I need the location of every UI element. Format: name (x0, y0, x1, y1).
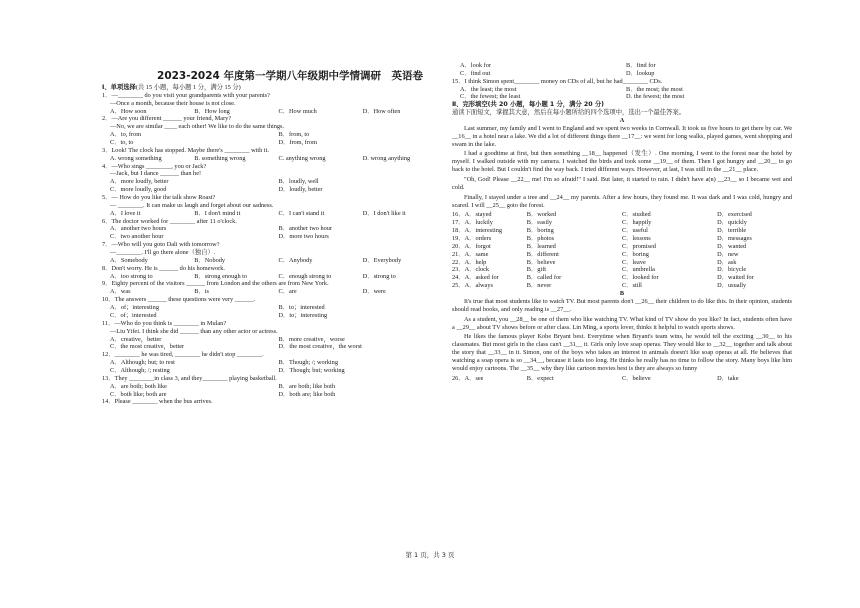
question-stem: 10．The answers ______ these questions were very ______. (102, 296, 256, 304)
choice-row (452, 235, 792, 243)
passage-b (452, 298, 792, 373)
page-footer: 第 1 页，共 3 页 (405, 551, 455, 559)
option: B．different (526, 250, 559, 258)
option: B．is (194, 288, 209, 296)
options-row (102, 273, 447, 281)
option: C．leave (621, 258, 646, 266)
option: D．How often (362, 107, 401, 115)
option: A．more loudly, better (110, 178, 169, 186)
option: A．creative，better (110, 335, 162, 343)
options-row (102, 178, 447, 186)
option: C．the most creative，better (110, 343, 185, 351)
option: D．exercised (717, 211, 752, 219)
option: D．Though; but; working (278, 366, 345, 374)
option: D．Everybody (362, 256, 402, 264)
question-stem: 8．Don't worry. He is ______ do his homework. (102, 264, 225, 272)
passage-a-label: A (619, 117, 625, 125)
option: B．learned (526, 242, 556, 250)
option: A．another two hours (110, 225, 167, 233)
choice-row (452, 243, 792, 251)
options-row (102, 383, 447, 391)
option: D．wanted (717, 242, 747, 250)
choice-row (452, 211, 792, 219)
option: D．ask (717, 258, 737, 266)
passage-a (452, 125, 792, 210)
option: C．still (621, 282, 642, 290)
options-row (102, 312, 447, 320)
option: A．of；interesting (110, 304, 159, 312)
question-dialogue: —________. I'll go there alone（独自）. (110, 249, 216, 257)
option: C．believe (621, 374, 651, 382)
option: B．expect (526, 374, 554, 382)
option: B．loudly, well (278, 178, 319, 186)
choice-row (452, 266, 792, 274)
choice-row (452, 375, 792, 383)
option: C．How much (278, 107, 317, 115)
option: B．Nobody (194, 256, 226, 264)
option: C．boring (621, 250, 649, 258)
q14-options-row2 (452, 70, 792, 78)
options-row (102, 257, 447, 265)
option: C．Although; /; resting (110, 366, 170, 374)
options-row (102, 233, 447, 241)
option: A．Although; but; to rest (110, 359, 175, 367)
option: B．I don't mind it (194, 209, 241, 217)
right-column (452, 62, 792, 383)
page-title: 2023-2024 年度第一学期八年级期中学情调研 英语卷 (157, 70, 423, 82)
option: 21．A．same (452, 250, 489, 258)
option: B．to；interested (278, 304, 325, 312)
options-row (102, 343, 447, 351)
question-stem: 4．—Who sings ________, you or Jack? (102, 162, 207, 170)
option: A. wrong something (110, 154, 162, 162)
option: D．I don't like it (362, 209, 406, 217)
option: C. anything wrong (278, 154, 326, 162)
option: A．I love it (110, 209, 141, 217)
option: C．are (278, 288, 297, 296)
option: B．believe (526, 258, 556, 266)
question-stem: 3．Look! The clock has stopped. Maybe there's ________ with it. (102, 146, 269, 154)
q15-options-row1 (452, 86, 792, 94)
question-stem: 14．Please ________ when the bus arrives. (102, 398, 213, 406)
option: D. the fewest; the most (626, 93, 685, 101)
question-stem: 7．—Who will you goto Dali with tomorrow? (102, 241, 220, 249)
option: A．to, from (110, 131, 142, 139)
option: D．quickly (717, 219, 747, 227)
option: C．I can't stand it (278, 209, 325, 217)
choice-row (452, 251, 792, 259)
options-row (102, 210, 447, 218)
section-note: (共 20 小题，每小题 1 分，满分 20 分) (487, 101, 605, 109)
option: B．find for (626, 62, 656, 69)
options-row (102, 367, 447, 375)
option: A．too strong to (110, 272, 153, 280)
option: D．more two hours (278, 233, 329, 241)
option: B．more creative，worse (278, 335, 345, 343)
option: A．was (110, 288, 131, 296)
option: D．take (717, 374, 739, 382)
option: D．usually (717, 282, 747, 290)
option: D．to；interesting (278, 311, 328, 319)
option: A．the least; the most (460, 85, 517, 93)
section-note: (共 15 小题，每小题 1 分，满分 15 分) (135, 84, 241, 91)
option: B．never (526, 282, 552, 290)
option: 20．A．forgot (452, 242, 491, 250)
options-row (102, 155, 447, 163)
option: C．looked for (621, 274, 659, 282)
passage-paragraph: It's true that most students like to watch TV. But most parents don't __26__ their children to do like this. In their opinion, students should read books, and only reading is __27__. (452, 297, 792, 313)
option: D．waited for (717, 274, 754, 282)
option: A．How soon (110, 107, 147, 115)
option: D．from, from (278, 139, 317, 147)
option: C．to, to (110, 139, 134, 147)
options-row (102, 288, 447, 296)
options-row (102, 359, 447, 367)
passage-paragraph: As a student, you __28__ be one of them who like watching TV. What kind of TV show do you like? In fact, students often have a __29__ about TV shows before or after class. Lin Ming, a sports lover, thinks it helpful to watch sports shows. (452, 315, 792, 331)
options-row (102, 108, 447, 116)
section-heading: Ⅰ、单项选择 (102, 84, 136, 91)
option: C．happily (621, 219, 652, 227)
options-row (102, 131, 447, 139)
passage-paragraph: I had a goodtime at first, but then something __18__ happened（发生）. One morning, I went to the forest near the hotel by myself. I walked outside with my camera. I watched the birds and took some __19__ of them. Then I got hungry and __20__ to go back to the hotel. But I couldn't find the way back. I tried different ways. However, at last, I was still in the __21__ place. (452, 150, 792, 174)
options-row (102, 225, 447, 233)
passage-b-label: B (619, 290, 625, 298)
question-stem: 9．Eighty percent of the visitors ______ from London and the others are from New York. (102, 280, 329, 288)
question-dialogue: —Once a month, because their house is not close. (110, 99, 236, 107)
option: D. wrong anything (362, 154, 411, 162)
option: D．messages (717, 235, 752, 243)
option: B．strong enough to (194, 272, 248, 280)
option: 22．A．help (452, 258, 487, 266)
question-dialogue: —Liu Yifei. I think she did ______ than any other actor or actress. (110, 327, 278, 335)
option: D．strong to (362, 272, 396, 280)
option: D．the most creative，the worst (278, 343, 362, 351)
question-stem: 12．________ he was tired, ________ he didn't stop ________. (102, 351, 264, 359)
option: B．the most; the most (626, 85, 683, 93)
question-dialogue: —Jack, but I dance ______ than he! (110, 170, 202, 178)
option: B．How long (194, 107, 230, 115)
question-stem: 6．The doctor worked for ________ after 11 o'clock. (102, 217, 237, 225)
choices-b (452, 375, 792, 383)
option: B．called for (526, 274, 562, 282)
passage-paragraph: "Oh, God! Please __22__ me! I'm so afraid!" I said. But later, it started to rain. I didn't have a(n) __23__ so I became wet and cold. (452, 176, 792, 191)
question-dialogue: — ________. It can make us laugh and forget about our sadness. (110, 201, 274, 209)
option: 18．A．interesting (452, 227, 503, 235)
choice-row (452, 227, 792, 235)
option: B．another two hour (278, 225, 333, 233)
passage-paragraph: He likes the famous player Kobe Bryant best. Everytime when Bryant's team wins, he would tell the exciting __30__ to his classmates. But most girls in the class can't __31__ it. Girls only love soap operas. They would like to __32__ together and talk about the story that __33__ in it. Simon, one of the boys who takes an interest in animals doesn't like soap operas at all. He believes that watching a soap opera is so __34__, because it lasts too long. He thinks he really has no time to follow the story. Many boys like him would enjoy cartoons. The __35__ why they like cartoon movies best is they are always so funny (452, 333, 792, 372)
option: C．Anybody (278, 256, 313, 264)
question-stem: 1．—________ do you visit your grandparents with your parents? (102, 91, 270, 99)
option: A．Somebody (110, 256, 148, 264)
options-row (102, 391, 447, 399)
option: C．two another hour (110, 233, 164, 241)
option: B．photos (526, 235, 555, 243)
option: C．the fewest; the least (460, 93, 521, 101)
option: 24．A．asked for (452, 274, 499, 282)
question-stem: 13．They ________in class 3, and they________ playing basketball. (102, 374, 277, 382)
options-row (102, 336, 447, 344)
option: B. something wrong (194, 154, 246, 162)
option: C．umbrella (621, 266, 655, 274)
question-stem: 2．—Are you different ______ your friend, Mary? (102, 115, 232, 123)
option: C．studied (621, 211, 651, 219)
choice-row (452, 274, 792, 282)
option: C．of；interested (110, 311, 157, 319)
option: D．terrible (717, 227, 747, 235)
section-1-heading (102, 84, 447, 92)
option: D．bicycle (717, 266, 747, 274)
choice-row (452, 219, 792, 227)
section-2-heading (452, 101, 792, 109)
section-instruction: 通读下面短文，掌握其大意，然后在每小题所给的四个选项中，选出一个最佳答案。 (452, 109, 685, 117)
question-15: 15．I think Simon spent________ money on CDs of all, but he had________ CDs. (452, 77, 663, 85)
question-stem: 11．—Who do you think is ________ in Mulan? (102, 319, 227, 327)
question-dialogue: —No, we are similar ____ each other! We like to do the same things. (110, 123, 285, 131)
left-column (102, 62, 447, 406)
option: D．were (362, 288, 386, 296)
choices-a (452, 211, 792, 290)
option: A．look for (460, 62, 491, 69)
option: B．boring (526, 227, 554, 235)
option: A．are both; both like (110, 382, 167, 390)
option: 26．A．see (452, 374, 484, 382)
option: 19．A．orders (452, 235, 492, 243)
option: C．enough strong to (278, 272, 332, 280)
option: C．lessons (621, 235, 651, 243)
section-heading: Ⅱ、完形填空 (452, 101, 488, 109)
option: C．both like; both are (110, 390, 167, 398)
option: B．worked (526, 211, 557, 219)
option: C．find out (460, 69, 491, 77)
option: B．Though; /; working (278, 359, 338, 367)
option: B．are both; like both (278, 382, 335, 390)
option: B．gift (526, 266, 547, 274)
option: B．from, to (278, 131, 310, 139)
option: D．lookup (626, 69, 655, 77)
choice-row (452, 282, 792, 290)
q14-options-row1 (452, 62, 792, 70)
choice-row (452, 259, 792, 267)
options-row (102, 139, 447, 147)
question-list (102, 92, 447, 406)
passage-paragraph: Finally, I stayed under a tree and __24__ my parents. After a few hours, they found me. It was dark and I was cold, hungry and scared. I will __25__ goto the forest. (452, 193, 792, 209)
options-row (102, 304, 447, 312)
option: C．promised (621, 242, 656, 250)
option: B．easily (526, 219, 552, 227)
question-stem: 5．— How do you like the talk show Roast? (102, 194, 216, 202)
option: 17．A．luckily (452, 219, 493, 227)
option: D．new (717, 250, 739, 258)
option: 25．A．always (452, 282, 493, 290)
option: 23．A．clock (452, 266, 490, 274)
option: D．both are; like both (278, 390, 336, 398)
passage-paragraph: Last summer, my family and I went to England and we spent two weeks in Cornwall. It took us five hours to get there by car. We __16__ in a hotel near a lake. We did a lot of different things there __17__: we went for long walks, played games, went shopping and swam in the lake. (452, 124, 792, 148)
option: 16．A．stayed (452, 211, 492, 219)
option: D．loudly, better (278, 186, 323, 194)
option: C．useful (621, 227, 648, 235)
option: C．more loudly, good (110, 186, 167, 194)
options-row (102, 186, 447, 194)
